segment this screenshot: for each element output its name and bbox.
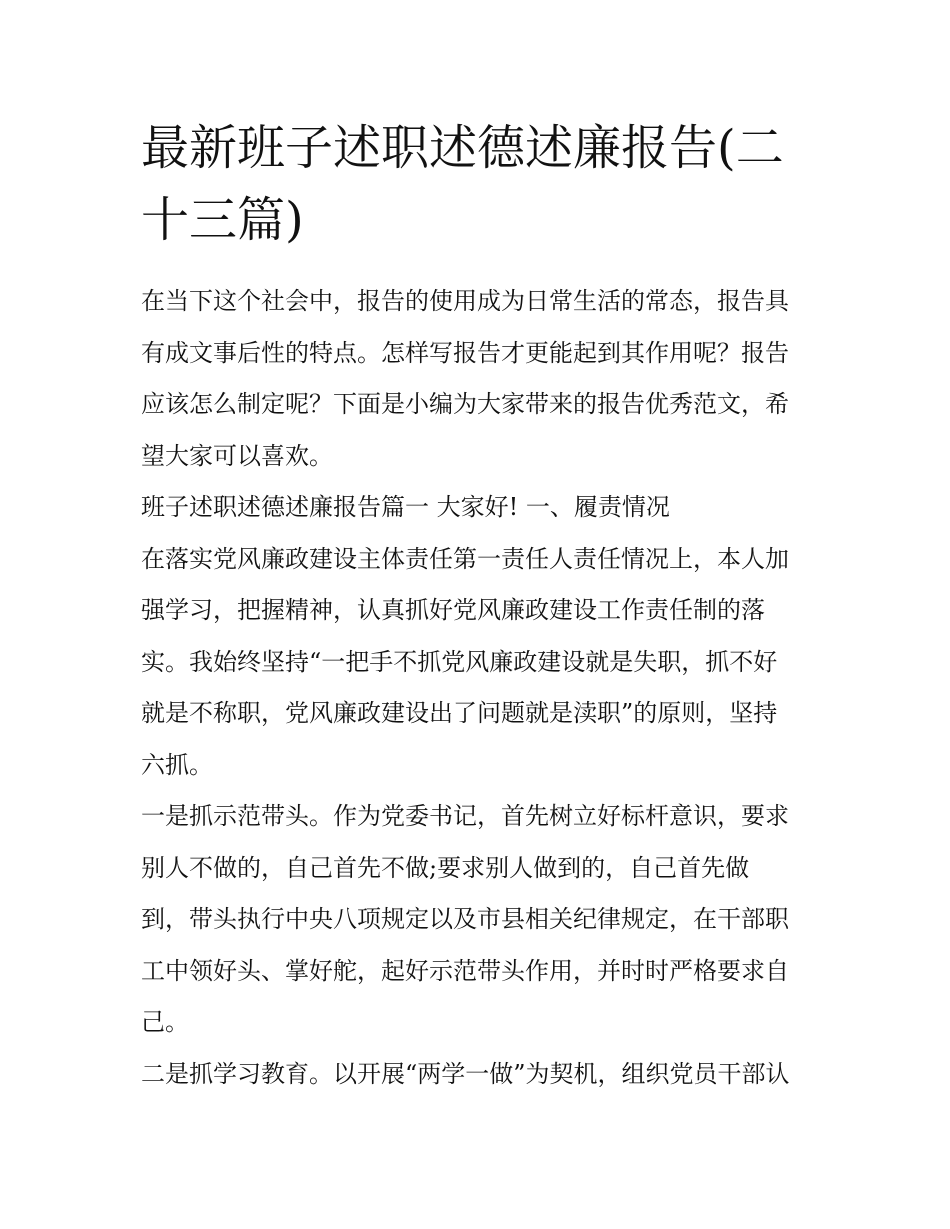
document-title [141, 112, 821, 256]
text-line: 应该怎么制定呢？下面是小编为大家带来的报告优秀范文，希 [141, 390, 789, 418]
text-line: 就是不称职，党风廉政建设出了问题就是渎职”的原则，坚持 [141, 699, 778, 727]
document-body [141, 276, 813, 1100]
text-line: 实。我始终坚持“一把手不抓党风廉政建设就是失职，抓不好 [141, 647, 778, 676]
intro-paragraph [141, 276, 813, 482]
text-line: 班子述职述德述廉报告篇一 大家好! 一、履责情况 [141, 493, 670, 521]
text-line: 六抓。 [141, 750, 213, 779]
title-line-1: 最新班子述职述德述廉报告(二 [141, 120, 784, 176]
text-line: 工中领好头、掌好舵，起好示范带头作用，并时时严格要求自 [141, 956, 789, 985]
title-line-2: 十三篇) [141, 192, 304, 248]
text-line: 在当下这个社会中，报告的使用成为日常生活的常态，报告具 [141, 287, 789, 315]
responsibility-paragraph [141, 534, 813, 792]
point-one-paragraph [141, 791, 813, 1049]
text-line: 到，带头执行中央八项规定以及市县相关纪律规定，在干部职 [141, 905, 789, 933]
text-line: 二是抓学习教育。以开展“两学一做”为契机，组织党员干部认 [141, 1059, 790, 1088]
text-line: 强学习，把握精神，认真抓好党风廉政建设工作责任制的落 [141, 596, 765, 624]
text-line: 一是抓示范带头。作为党委书记，首先树立好标杆意识，要求 [141, 802, 789, 830]
point-two-paragraph [141, 1049, 813, 1101]
section-heading [141, 482, 813, 534]
text-line: 有成文事后性的特点。怎样写报告才更能起到其作用呢？报告 [141, 338, 789, 367]
text-line: 己。 [141, 1008, 189, 1036]
text-line: 别人不做的，自己首先不做;要求别人做到的，自己首先做 [141, 853, 750, 882]
text-line: 在落实党风廉政建设主体责任第一责任人责任情况上，本人加 [141, 544, 789, 573]
text-line: 望大家可以喜欢。 [141, 441, 333, 470]
